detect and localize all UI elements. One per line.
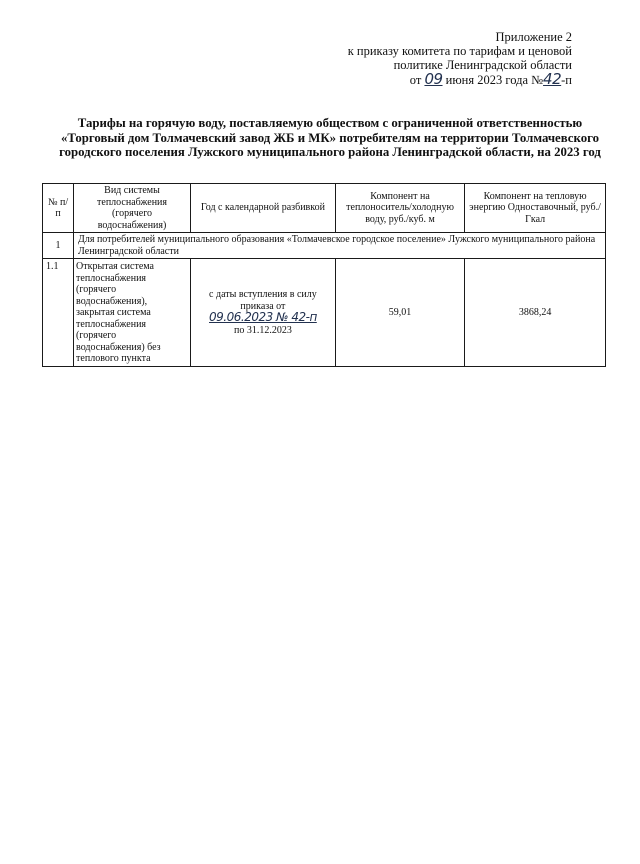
appendix-header [348, 30, 572, 87]
handwritten-period-order: 09.06.2023 № 42-п [209, 310, 317, 324]
group-number: 1 [43, 233, 74, 259]
row-energy-value: 3868,24 [465, 259, 606, 367]
header-year: Год с календарной разбивкой [190, 184, 335, 233]
appendix-order-suffix: -п [561, 73, 572, 87]
header-number: № п/п [43, 184, 74, 233]
table-row [43, 259, 606, 367]
title-line-2: «Торговый дом Толмачевский завод ЖБ и МК» потребителям на территории Толмачевского [61, 130, 599, 145]
row-number: 1.1 [43, 259, 74, 367]
appendix-line-2: к приказу комитета по тарифам и ценовой [347, 44, 572, 58]
appendix-date-prefix: от [409, 73, 422, 87]
row-period [190, 259, 335, 367]
appendix-line-4 [348, 72, 572, 87]
header-system-type: Вид системы теплоснабжения (горячего водоснабжения) [74, 184, 191, 233]
appendix-line-3: политике Ленинградской области [393, 58, 572, 72]
table-row [43, 233, 606, 259]
appendix-date-middle: июня 2023 года № [445, 73, 544, 87]
period-suffix: по 31.12.2023 [233, 324, 292, 336]
header-coolant-component: Компонент на теплоноситель/холодную воду, руб./куб. м [335, 184, 464, 233]
document-title [30, 116, 630, 160]
row-coolant-value: 59,01 [335, 259, 464, 367]
table-header-row [43, 184, 606, 233]
title-line-1: Тарифы на горячую воду, поставляемую обществом с ограниченной ответственностью [77, 116, 583, 130]
period-prefix: с даты вступления в силу приказа от [209, 289, 317, 312]
appendix-line-1: Приложение 2 [495, 30, 572, 44]
group-description: Для потребителей муниципального образования «Толмачевское городское поселение» Лужского муниципального района Ленинградской области [74, 233, 606, 259]
row-system-type: Открытая система теплоснабжения (горячего водоснабжения), закрытая система теплоснабжения (горячего водоснабжения) без теплового пункта [74, 259, 191, 367]
header-energy-component: Компонент на тепловую энергию Одноставочный, руб./Гкал [465, 184, 606, 233]
title-line-3: городского поселения Лужского муниципального района Ленинградской области, на 2023 год [59, 145, 601, 159]
handwritten-order-number: 42 [543, 70, 562, 88]
handwritten-day: 09 [424, 70, 443, 88]
tariff-table [42, 183, 606, 367]
